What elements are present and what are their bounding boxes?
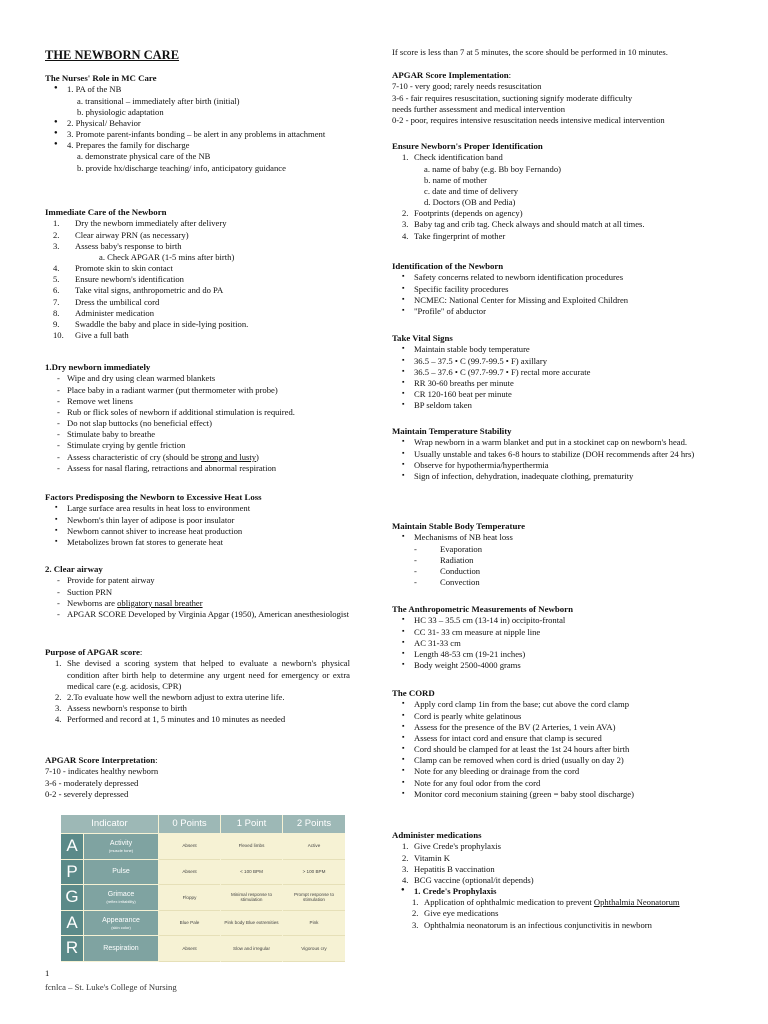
list-item: ▪ Monitor cord meconium staining (green = baby stool discharge) bbox=[392, 789, 727, 800]
list-item: ▪ Assess for intact cord and ensure that clamp is secured bbox=[392, 733, 727, 744]
list-item: 1. Check identification band a. name of baby (e.g. Bb boy Fernando) b. name of mother c. date and time of delivery d. Doctors (OB and Pedia) bbox=[392, 152, 727, 208]
apgar-letter: G bbox=[61, 885, 83, 910]
list-item: 1. Dry the newborn immediately after delivery bbox=[53, 218, 227, 229]
list-item: ● 4. Prepares the family for discharge a. demonstrate physical care of the NB b. provide hx/discharge teaching/ info, anticipatory guidance bbox=[45, 140, 350, 174]
indicator-note: (reflex irritability) bbox=[106, 899, 136, 905]
nurses-role-list bbox=[45, 84, 350, 173]
apgar-indicator bbox=[84, 860, 158, 885]
heat-loss-section bbox=[45, 492, 350, 548]
list-item: ▪ Safety concerns related to newborn identification procedures bbox=[392, 272, 727, 283]
list-item: - Stimulate baby to breathe bbox=[45, 429, 350, 440]
section-heading: Factors Predisposing the Newborn to Excessive Heat Loss bbox=[45, 492, 262, 502]
section-heading: APGAR Score Interpretation: bbox=[45, 755, 158, 765]
indicator-name: Pulse bbox=[112, 868, 130, 876]
list-item: 3. Baby tag and crib tag. Check always and should match at all times. bbox=[402, 219, 645, 230]
list-item: ▪ Clamp can be removed when cord is dried (usually on day 2) bbox=[392, 755, 727, 766]
list-item: 1. Application of ophthalmic medication to prevent Ophthalmia Neonatorum bbox=[412, 897, 680, 908]
list-item: - Suction PRN bbox=[45, 587, 350, 598]
list-item: - Provide for patent airway bbox=[45, 575, 350, 586]
list-item: 2. Vitamin K bbox=[402, 852, 451, 863]
vital-signs-section bbox=[392, 333, 727, 411]
anthropometric-section bbox=[392, 604, 727, 671]
list-item: ▪ Newborn cannot shiver to increase heat production bbox=[45, 526, 350, 537]
list-item: ▪ Large surface area results in heat loss to environment bbox=[45, 503, 350, 514]
clear-airway-list bbox=[45, 575, 350, 620]
list-item: a. name of baby (e.g. Bb boy Fernando) bbox=[424, 163, 561, 174]
list-item: ▪ Observe for hypothermia/hyperthermia bbox=[392, 460, 727, 471]
list-item: - Place baby in a radiant warmer (put thermometer with probe) bbox=[45, 385, 350, 396]
implementation-line: needs further assessment and medical intervention bbox=[392, 103, 566, 114]
table-header: 1 Point bbox=[221, 815, 282, 833]
identification-proper-section bbox=[392, 141, 727, 242]
list-item: 2. Footprints (depends on agency) bbox=[402, 208, 523, 219]
list-item: ▪ Note for any bleeding or drainage from the cord bbox=[392, 766, 727, 777]
indicator-note: (muscle tone) bbox=[108, 848, 134, 854]
heat-loss-list bbox=[45, 503, 350, 548]
sub-list bbox=[67, 151, 350, 173]
list-item: ▪ Apply cord clamp 1in from the base; cut above the cord clamp bbox=[392, 699, 727, 710]
dry-newborn-section bbox=[45, 362, 350, 474]
apgar-cell-2: Pink bbox=[283, 911, 345, 937]
indicator-name: Respiration bbox=[103, 945, 139, 953]
apgar-cell-0: Absent bbox=[159, 936, 220, 962]
list-item: ▪ Maintain stable body temperature bbox=[392, 344, 727, 355]
list-item: 3. Hepatitis B vaccination bbox=[402, 863, 495, 874]
medications-list bbox=[392, 841, 727, 886]
list-item: - Radiation bbox=[402, 555, 727, 566]
page-title: THE NEWBORN CARE bbox=[45, 48, 180, 62]
list-item: 9. Swaddle the baby and place in side-lying position. bbox=[53, 318, 249, 329]
list-item: - Conduction bbox=[402, 566, 727, 577]
list-item: ▪ CC 31- 33 cm measure at nipple line bbox=[392, 627, 727, 638]
indicator-note: (skin color) bbox=[111, 925, 131, 931]
vital-signs-list bbox=[392, 344, 727, 411]
interpretation-line: 3-6 - moderately depressed bbox=[45, 777, 139, 788]
apgar-cell-0: Blue Pale bbox=[159, 911, 220, 937]
identification-proper-list bbox=[392, 152, 727, 241]
list-item: 10. Give a full bath bbox=[53, 330, 129, 341]
immediate-care-section bbox=[45, 207, 350, 341]
list-item: - Convection bbox=[402, 577, 727, 588]
list-item: 2. Clear airway PRN (as necessary) bbox=[53, 229, 189, 240]
sub-list bbox=[67, 96, 350, 118]
list-item: - Assess characteristic of cry (should be strong and lusty) bbox=[45, 452, 350, 463]
sub-item: a. Check APGAR (1-5 mins after birth) bbox=[99, 251, 235, 262]
dry-newborn-list bbox=[45, 373, 350, 474]
list-item: ▪ NCMEC: National Center for Missing and Exploited Children bbox=[392, 295, 727, 306]
apgar-indicator bbox=[84, 885, 158, 910]
list-item: 4. BCG vaccine (optional/it depends) bbox=[402, 874, 534, 885]
crede-list bbox=[392, 886, 727, 897]
immediate-care-list bbox=[45, 218, 350, 341]
apgar-cell-0: Floppy bbox=[159, 885, 220, 911]
apgar-cell-0: Absent bbox=[159, 860, 220, 886]
section-heading: The CORD bbox=[392, 688, 435, 698]
medications-section bbox=[392, 830, 727, 931]
section-heading: Purpose of APGAR score: bbox=[45, 647, 143, 657]
section-heading: Administer medications bbox=[392, 830, 482, 840]
list-item: ▪ BP seldom taken bbox=[392, 400, 727, 411]
list-item: 5. Ensure newborn's identification bbox=[53, 274, 184, 285]
interpretation-section bbox=[45, 755, 350, 800]
implementation-section bbox=[392, 70, 727, 126]
list-item: 2. 2.To evaluate how well the newborn adjust to extra uterine life. bbox=[55, 691, 285, 702]
apgar-table bbox=[61, 815, 345, 962]
footer-text: fcnlca – St. Luke's College of Nursing bbox=[45, 982, 177, 992]
apgar-cell-2: Vigorous cry bbox=[283, 936, 345, 962]
list-item: - Stimulate crying by gentle friction bbox=[45, 440, 350, 451]
apgar-cell-1: Minimal response to stimulation bbox=[221, 885, 282, 911]
list-item: ▪ AC 31-33 cm bbox=[392, 638, 727, 649]
nurses-role-section bbox=[45, 73, 350, 174]
apgar-cell-1: Slow and irregular bbox=[221, 936, 282, 962]
list-item: ▪ Usually unstable and takes 6-8 hours to stabilize (DOH recommends after 24 hrs) bbox=[392, 449, 727, 460]
list-item: - Remove wet linens bbox=[45, 396, 350, 407]
list-item: ▪ 36.5 – 37.5 • C (99.7-99.5 • F) axillary bbox=[392, 356, 727, 367]
interpretation-line: 0-2 - severely depressed bbox=[45, 788, 129, 799]
list-item: - Evaporation bbox=[402, 544, 727, 555]
apgar-cell-0: Absent bbox=[159, 834, 220, 860]
list-item: ▪ Newborn's thin layer of adipose is poor insulator bbox=[45, 515, 350, 526]
list-item: ▪ HC 33 – 35.5 cm (13-14 in) occipito-frontal bbox=[392, 615, 727, 626]
list-item: b. physiologic adaptation bbox=[77, 106, 164, 117]
list-item: c. date and time of delivery bbox=[424, 185, 519, 196]
section-heading: The Anthropometric Measurements of Newborn bbox=[392, 604, 573, 614]
list-item: ▪ "Profile" of abductor bbox=[392, 306, 727, 317]
apgar-cell-2: > 100 BPM bbox=[283, 860, 345, 886]
list-item: - APGAR SCORE Developed by Virginia Apgar (1950), American anesthesiologist bbox=[45, 609, 350, 620]
section-heading: 1.Dry newborn immediately bbox=[45, 362, 151, 372]
list-item: ▪ Body weight 2500-4000 grams bbox=[392, 660, 727, 671]
list-item: b. name of mother bbox=[424, 174, 488, 185]
list-item: ▪ Note for any foul odor from the cord bbox=[392, 778, 727, 789]
indicator-name: Grimace bbox=[107, 891, 135, 899]
page-number: 1 bbox=[45, 968, 50, 978]
list-item: 1. She devised a scoring system that helped to evaluate a newborn's physical condition after birth help to determine any urgent need for emergency or extra medical care (e.g. acidosis, CPR) bbox=[55, 658, 350, 691]
indicator-name: Activity bbox=[109, 840, 133, 848]
list-item: ▪ 36.5 – 37.6 • C (97.7-99.7 • F) rectal more accurate bbox=[392, 367, 727, 378]
list-item: 3. Assess newborn's response to birth bbox=[55, 703, 187, 714]
list-item: 8. Administer medication bbox=[53, 307, 154, 318]
apgar-indicator bbox=[84, 911, 158, 936]
list-item: ▪ Assess for the presence of the BV (2 Arteries, 1 vein AVA) bbox=[392, 722, 727, 733]
list-item: ● 3. Promote parent-infants bonding – be alert in any problems in attachment bbox=[45, 129, 350, 140]
list-item: ▪ Specific facility procedures bbox=[392, 284, 727, 295]
list-item: d. Doctors (OB and Pedia) bbox=[424, 197, 516, 208]
apgar-cell-1: Flexed limbs bbox=[221, 834, 282, 860]
list-item: 4. Take fingerprint of mother bbox=[402, 230, 506, 241]
temp-stability-section bbox=[392, 426, 727, 482]
apgar-letter: A bbox=[61, 834, 83, 859]
list-item: - Assess for nasal flaring, retractions and abnormal respiration bbox=[45, 463, 350, 474]
temp-stability-list bbox=[392, 437, 727, 482]
apgar-cell-1: < 100 BPM bbox=[221, 860, 282, 886]
implementation-line: 0-2 - poor, requires intensive resuscitation needs intensive medical intervention bbox=[392, 114, 665, 125]
list-item: ▪ Cord should be clamped for at least the 1st 24 hours after birth bbox=[392, 744, 727, 755]
mechanisms-list bbox=[392, 544, 727, 589]
table-header: Indicator bbox=[61, 815, 158, 833]
list-item: 7. Dress the umbilical cord bbox=[53, 296, 160, 307]
anthropometric-list bbox=[392, 615, 727, 671]
section-heading: Maintain Temperature Stability bbox=[392, 426, 512, 436]
apgar-cell-2: Active bbox=[283, 834, 345, 860]
identification-section bbox=[392, 261, 727, 317]
section-heading: Ensure Newborn's Proper Identification bbox=[392, 141, 543, 151]
apgar-indicator bbox=[84, 834, 158, 859]
interpretation-line: 7-10 - indicates healthy newborn bbox=[45, 766, 159, 777]
implementation-line: 3-6 - fair requires resuscitation, suctioning signify moderate difficulty bbox=[392, 92, 633, 103]
list-item: ▪ CR 120-160 beat per minute bbox=[392, 389, 727, 400]
table-header: 0 Points bbox=[159, 815, 220, 833]
list-item: 4. Performed and record at 1, 5 minutes and 10 minutes as needed bbox=[55, 714, 286, 725]
list-item: 6. Take vital signs, anthropometric and do PA bbox=[53, 285, 224, 296]
body-temp-section bbox=[392, 521, 727, 588]
section-heading: 2. Clear airway bbox=[45, 564, 103, 574]
list-item: ● 2. Physical/ Behavior bbox=[45, 118, 350, 129]
purpose-list bbox=[45, 658, 350, 725]
list-item: ● 1. Crede's Prophylaxis bbox=[392, 886, 727, 897]
cord-list bbox=[392, 699, 727, 800]
cord-section bbox=[392, 688, 727, 800]
list-item: - Rub or flick soles of newborn if additional stimulation is required. bbox=[45, 407, 350, 418]
list-item: ▪ RR 30-60 breaths per minute bbox=[392, 378, 727, 389]
apgar-letter: A bbox=[61, 911, 83, 936]
clear-airway-section bbox=[45, 564, 350, 620]
apgar-letter: R bbox=[61, 936, 83, 961]
list-item: - Newborns are obligatory nasal breather bbox=[45, 598, 350, 609]
apgar-indicator bbox=[84, 936, 158, 961]
section-heading: Immediate Care of the Newborn bbox=[45, 207, 167, 217]
apgar-cell-1: Pink body Blue extremities bbox=[221, 911, 282, 937]
crede-items bbox=[392, 897, 727, 931]
apgar-cell-2: Prompt response to stimulation bbox=[283, 885, 345, 911]
list-item: ▪ Length 48-53 cm (19-21 inches) bbox=[392, 649, 727, 660]
list-item: a. demonstrate physical care of the NB bbox=[77, 151, 211, 162]
section-heading: Identification of the Newborn bbox=[392, 261, 504, 271]
list-item: - Wipe and dry using clean warmed blankets bbox=[45, 373, 350, 384]
sub-list bbox=[414, 164, 727, 209]
purpose-section bbox=[45, 647, 350, 725]
apgar-letter: P bbox=[61, 860, 83, 885]
list-item: ▪ Metabolizes brown fat stores to generate heat bbox=[45, 537, 350, 548]
identification-list bbox=[392, 272, 727, 317]
section-heading: APGAR Score Implementation: bbox=[392, 70, 512, 80]
section-heading: Take Vital Signs bbox=[392, 333, 453, 343]
list-item: a. transitional – immediately after birth (initial) bbox=[77, 95, 240, 106]
list-item: ▪ Cord is pearly white gelatinous bbox=[392, 711, 727, 722]
implementation-line: 7-10 - very good; rarely needs resuscitation bbox=[392, 81, 542, 92]
list-item: 3. Ophthalmia neonatorum is an infectious conjunctivitis in newborn bbox=[412, 919, 652, 930]
list-item: ▪ Wrap newborn in a warm blanket and put in a stockinet cap on newborn's head. bbox=[392, 437, 727, 448]
list-item: 4. Promote skin to skin contact bbox=[53, 263, 173, 274]
list-item: 2. Give eye medications bbox=[412, 908, 499, 919]
list-item: - Do not slap buttocks (no beneficial effect) bbox=[45, 418, 350, 429]
list-item: ▪ Mechanisms of NB heat loss bbox=[392, 532, 727, 543]
list-item: 1. Give Crede's prophylaxis bbox=[402, 841, 501, 852]
section-heading: The Nurses' Role in MC Care bbox=[45, 73, 157, 83]
section-heading: Maintain Stable Body Temperature bbox=[392, 521, 526, 531]
indicator-name: Appearance bbox=[102, 916, 140, 924]
list-item: b. provide hx/discharge teaching/ info, anticipatory guidance bbox=[77, 162, 286, 173]
score-note: If score is less than 7 at 5 minutes, the score should be performed in 10 minutes. bbox=[392, 47, 668, 57]
table-header: 2 Points bbox=[283, 815, 345, 833]
list-item: ● 1. PA of the NB a. transitional – immediately after birth (initial) b. physiologic adaptation bbox=[45, 84, 350, 118]
list-item: ▪ Sign of infection, dehydration, inadequate clothing, prematurity bbox=[392, 471, 727, 482]
list-item: 3. Assess baby's response to birth a. Check APGAR (1-5 mins after birth) bbox=[45, 241, 350, 263]
body-temp-list bbox=[392, 532, 727, 543]
